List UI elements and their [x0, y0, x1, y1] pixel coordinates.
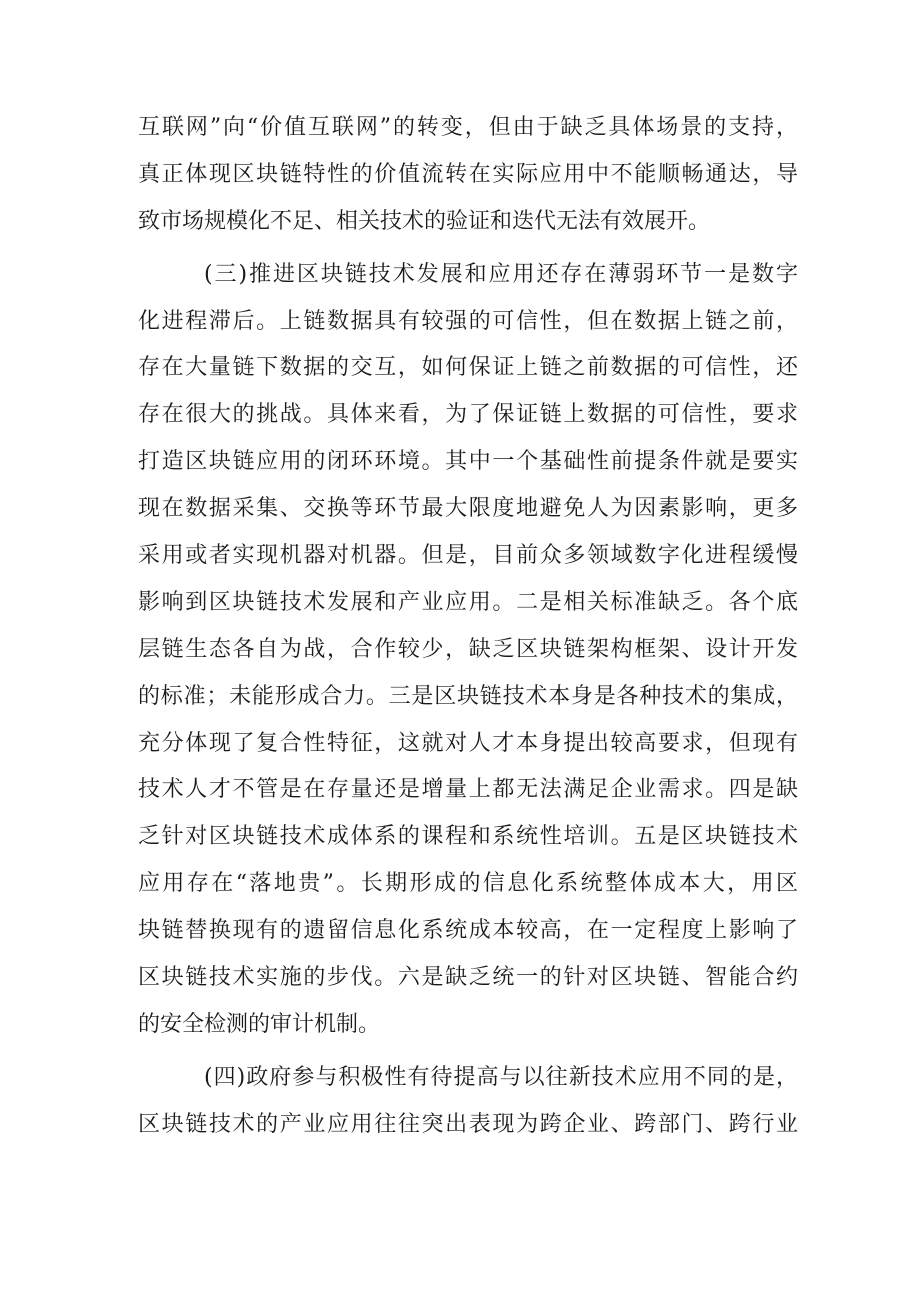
text-line: 存在大量链下数据的交互，如何保证上链之前数据的可信性，还: [138, 355, 798, 381]
paragraph-2: [138, 252, 798, 1049]
text-line: 充分体现了复合性特征，这就对人才本身提出较高要求，但现有: [138, 730, 798, 756]
text-line: 的安全检测的审计机制。: [138, 1011, 381, 1037]
text-line: (四)政府参与积极性有待提高与以往新技术应用不同的是，: [204, 1064, 798, 1090]
document-body: [138, 105, 798, 1149]
text-line: 互联网”向“价值互联网”的转变，但由于缺乏具体场景的支持，: [138, 115, 798, 140]
text-line: 存在很大的挑战。具体来看，为了保证链上数据的可信性，要求: [138, 402, 798, 428]
text-line: 的标准；未能形成合力。三是区块链技术本身是各种技术的集成，: [138, 683, 798, 709]
text-line: 致市场规模化不足、相关技术的验证和迭代无法有效展开。: [138, 208, 711, 234]
text-line: (三)推进区块链技术发展和应用还存在薄弱环节一是数字: [204, 261, 798, 287]
text-line: 现在数据采集、交换等环节最大限度地避免人为因素影响，更多: [138, 496, 798, 522]
text-line: 化进程滞后。上链数据具有较强的可信性，但在数据上链之前，: [138, 308, 798, 334]
text-line: 层链生态各自为战，合作较少，缺乏区块链架构框架、设计开发: [138, 636, 798, 662]
paragraph-3: [138, 1055, 798, 1149]
text-line: 乏针对区块链技术成体系的课程和系统性培训。五是区块链技术: [138, 824, 798, 850]
text-line: 采用或者实现机器对机器。但是，目前众多领域数字化进程缓慢: [138, 543, 798, 569]
text-line: 影响到区块链技术发展和产业应用。二是相关标准缺乏。各个底: [138, 589, 798, 615]
paragraph-1: [138, 105, 798, 246]
text-line: 区块链技术的产业应用往往突出表现为跨企业、跨部门、跨行业: [138, 1111, 798, 1137]
text-line: 块链替换现有的遗留信息化系统成本较高，在一定程度上影响了: [138, 918, 798, 944]
text-line: 区块链技术实施的步伐。六是缺乏统一的针对区块链、智能合约: [138, 965, 798, 991]
text-line: 打造区块链应用的闭环环境。其中一个基础性前提条件就是要实: [138, 449, 798, 475]
text-line: 应用存在“落地贵”。长期形成的信息化系统整体成本大，用区: [138, 871, 798, 897]
text-line: 真正体现区块链特性的价值流转在实际应用中不能顺畅通达，导: [138, 161, 798, 187]
text-line: 技术人才不管是在存量还是增量上都无法满足企业需求。四是缺: [138, 777, 798, 803]
